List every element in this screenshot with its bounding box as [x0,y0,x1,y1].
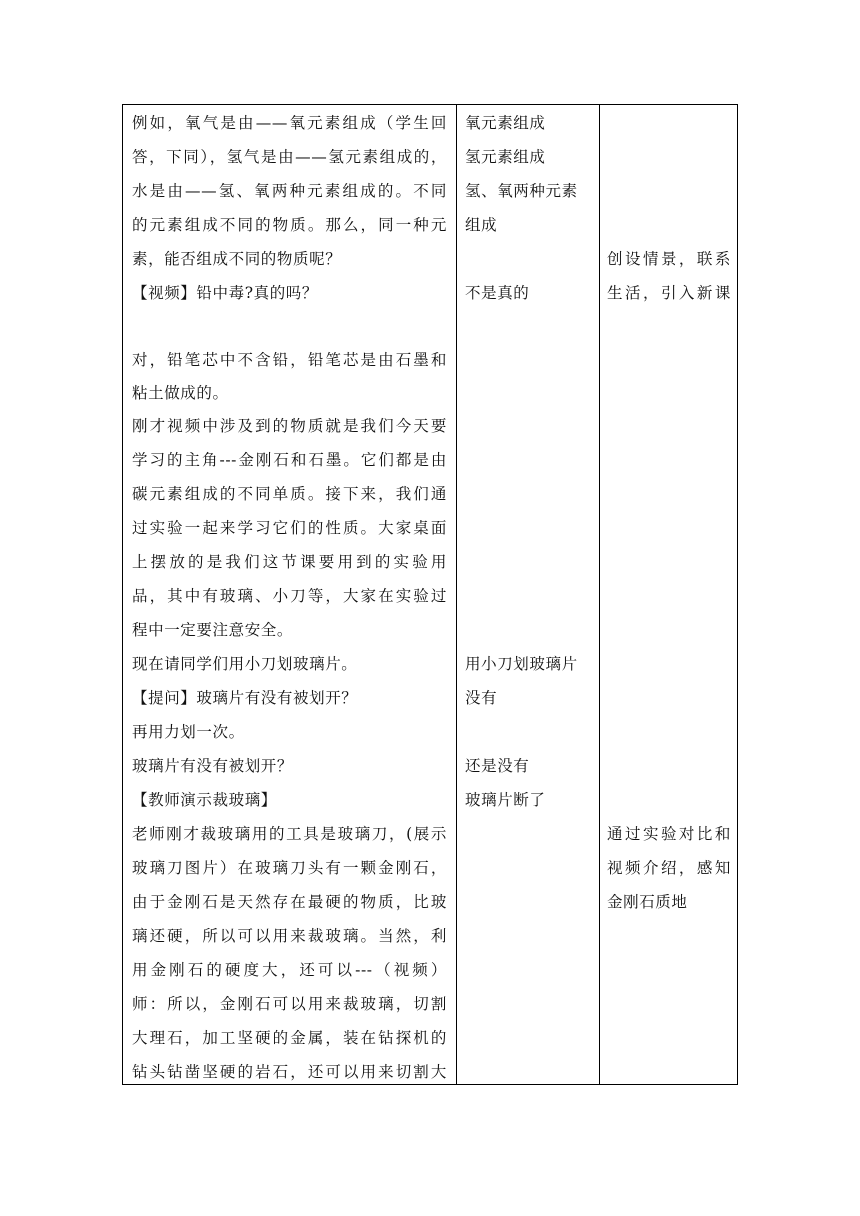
student-text-line: 玻璃片断了 [465,791,546,809]
student-text-line: 组成 [465,216,498,234]
teacher-text-line: 【提问】玻璃片有没有被划开？ [132,689,358,707]
teacher-text-line: 【教师演示裁玻璃】 [132,791,277,809]
student-text-line: 氢、氧两种元素 [465,182,578,200]
teacher-text-line: 玻璃刀图片）在玻璃刀头有一颗金刚石， [132,859,447,877]
teacher-activity-column [123,105,457,1084]
intent-text-line: 创设情景，联系 [607,250,731,268]
intent-text-line: 生活，引入新课 [607,284,731,302]
intent-text-line: 金刚石质地 [607,893,688,911]
teacher-text-line: 刚才视频中涉及到的物质就是我们今天要 [132,417,447,435]
intent-text-line: 视频介绍，感知 [607,859,731,877]
teacher-text-line: 水是由——氢、氧两种元素组成的。不同 [132,182,447,200]
teacher-text-line: 玻璃片有没有被划开？ [132,757,294,775]
student-text-line: 氧元素组成 [465,114,546,132]
lesson-table [122,104,738,1085]
teacher-text-line: 学习的主角---金刚石和石墨。它们都是由 [132,451,447,469]
teacher-text-line: 的元素组成不同的物质。那么，同一种元 [132,216,447,234]
teacher-text-line: 钻头钻凿坚硬的岩石，还可以用来切割大 [132,1063,447,1081]
student-text-line: 没有 [465,689,498,707]
teacher-text-line: 碳元素组成的不同单质。接下来，我们通 [132,485,447,503]
teacher-text-line: 大理石，加工坚硬的金属，装在钻探机的 [132,1029,447,1047]
teacher-text-line: 粘土做成的。 [132,384,229,402]
teacher-text-line: 品，其中有玻璃、小刀等，大家在实验过 [132,587,447,605]
teacher-text-line: 对，铅笔芯中不含铅，铅笔芯是由石墨和 [132,351,447,369]
teacher-text-line: 现在请同学们用小刀划玻璃片。 [132,655,358,673]
teacher-text-line: 老师刚才裁玻璃用的工具是玻璃刀，(展示 [132,825,447,843]
teacher-text-line: 再用力划一次。 [132,723,245,741]
design-intent-column [599,105,738,1084]
teacher-text-line: 答，下同），氢气是由——氢元素组成的， [132,148,447,166]
student-text-line: 不是真的 [465,284,530,302]
student-text-line: 还是没有 [465,757,530,775]
student-text-line: 用小刀划玻璃片 [465,655,578,673]
intent-text-line: 通过实验对比和 [607,825,731,843]
student-activity-column [456,105,600,1084]
teacher-text-line: 素，能否组成不同的物质呢？ [132,250,342,268]
student-text-line: 氢元素组成 [465,148,546,166]
teacher-text-line: 用金刚石的硬度大，还可以---（视频） [132,961,447,979]
teacher-text-line: 【视频】铅中毒?真的吗？ [132,284,319,302]
teacher-text-line: 璃还硬，所以可以用来裁玻璃。当然，利 [132,927,447,945]
teacher-text-line: 例如，氧气是由——氧元素组成（学生回 [132,114,447,132]
teacher-text-line: 师：所以，金刚石可以用来裁玻璃，切割 [132,995,447,1013]
teacher-text-line: 上摆放的是我们这节课要用到的实验用 [132,553,447,571]
teacher-text-line: 由于金刚石是天然存在最硬的物质，比玻 [132,893,447,911]
teacher-text-line: 过实验一起来学习它们的性质。大家桌面 [132,519,447,537]
teacher-text-line: 程中一定要注意安全。 [132,621,294,639]
